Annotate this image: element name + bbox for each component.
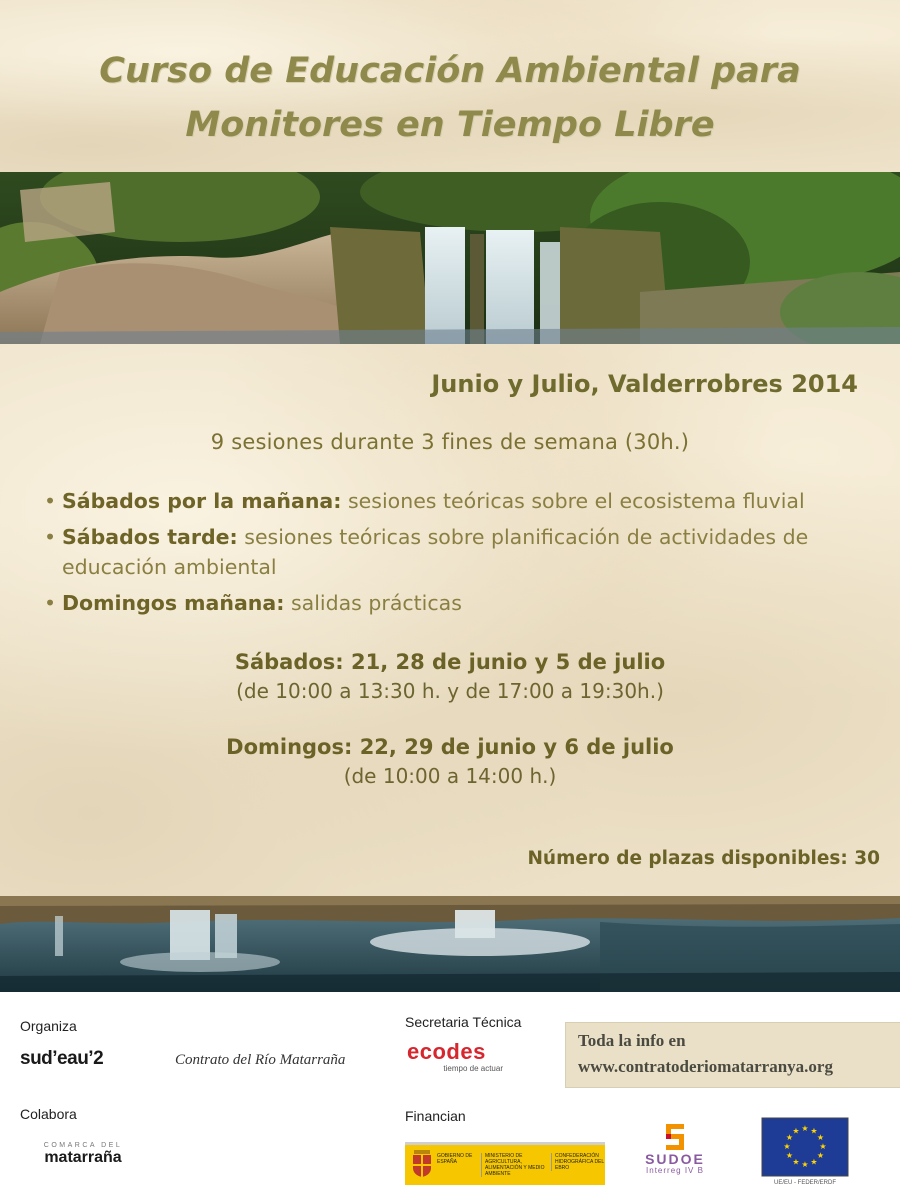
- page-title: [0, 44, 900, 152]
- sudoe-s-icon: [662, 1122, 688, 1152]
- sessions-summary: 9 sesiones durante 3 fines de semana (30h.): [210, 430, 690, 454]
- financian-label: Financian: [405, 1108, 466, 1124]
- bullet-icon: •: [44, 489, 57, 513]
- list-item: [44, 522, 864, 582]
- date-location-heading: Junio y Julio, Valderrobres 2014: [431, 370, 858, 398]
- saturday-dates: Sábados: 21, 28 de junio y 5 de julio: [234, 650, 666, 674]
- course-info-panel: [0, 344, 900, 896]
- svg-text:★: ★: [801, 1160, 809, 1169]
- title-line-1: Curso de Educación Ambiental para: [99, 51, 801, 91]
- eu-flag-logo: [760, 1116, 850, 1190]
- bullet-icon: •: [44, 591, 57, 615]
- saturday-hours: (de 10:00 a 13:30 h. y de 17:00 a 19:30h.): [236, 679, 664, 703]
- eu-flag-icon: [760, 1116, 850, 1178]
- available-places: Número de plazas disponibles: 30: [527, 848, 880, 869]
- list-item: [44, 486, 864, 516]
- bullet-label: Sábados tarde:: [62, 525, 238, 549]
- sudoe-subtitle: Interreg IV B: [646, 1166, 704, 1175]
- info-label: Toda la info en: [578, 1031, 686, 1050]
- bullet-icon: •: [44, 525, 57, 549]
- coat-of-arms-icon: [411, 1150, 433, 1178]
- river-pool-photo: [0, 896, 900, 992]
- sunday-schedule: [0, 732, 900, 790]
- waterfall-photo: [0, 172, 900, 344]
- sunday-dates: Domingos: 22, 29 de junio y 6 de julio: [226, 735, 674, 759]
- sunday-hours: (de 10:00 a 14:00 h.): [343, 764, 557, 788]
- bullet-label: Domingos mañana:: [62, 591, 285, 615]
- ecodes-logo: [407, 1040, 503, 1073]
- title-banner: [0, 0, 900, 172]
- sponsors-footer: [0, 992, 900, 1200]
- secretaria-label: Secretaria Técnica: [405, 1014, 522, 1030]
- info-box: [565, 1022, 900, 1088]
- title-line-2: Monitores en Tiempo Libre: [185, 105, 715, 145]
- eu-caption: UE/EU - FEDER/ERDF: [773, 1180, 836, 1186]
- organiza-label: Organiza: [20, 1018, 77, 1034]
- svg-text:★: ★: [810, 1157, 818, 1167]
- gobierno-text: GOBIERNO DE ESPAÑA: [437, 1153, 473, 1165]
- svg-text:★: ★: [816, 1151, 825, 1160]
- bullet-text: sesiones teóricas sobre planificación de actividades de educación ambiental: [62, 525, 809, 579]
- website-link[interactable]: www.contratoderiomatarranya.org: [578, 1057, 833, 1076]
- ecodes-tagline: tiempo de actuar: [443, 1064, 503, 1073]
- sudoe-name: SUDOE: [645, 1151, 705, 1167]
- svg-text:★: ★: [783, 1142, 791, 1151]
- svg-text:★: ★: [792, 1126, 800, 1136]
- svg-text:★: ★: [816, 1133, 825, 1142]
- svg-text:★: ★: [792, 1157, 800, 1167]
- svg-text:★: ★: [810, 1126, 818, 1136]
- ecodes-name: ecodes: [407, 1039, 486, 1064]
- svg-text:★: ★: [801, 1124, 809, 1133]
- sudeau-logo: sud’eau’2: [20, 1048, 104, 1069]
- comarca-label: COMARCA DEL: [43, 1142, 123, 1149]
- contrato-rio-logo: Contrato del Río Matarraña: [175, 1052, 346, 1068]
- svg-text:★: ★: [819, 1142, 827, 1151]
- comarca-name: matarraña: [44, 1149, 122, 1166]
- list-item: [44, 588, 864, 618]
- sudoe-logo: [625, 1122, 725, 1182]
- bullet-label: Sábados por la mañana:: [62, 489, 342, 513]
- waterfall-image: [0, 172, 900, 344]
- svg-text:★: ★: [785, 1151, 794, 1160]
- bullet-text: salidas prácticas: [290, 591, 462, 615]
- river-pool-image: [0, 896, 900, 992]
- svg-text:★: ★: [785, 1133, 794, 1142]
- confederacion-text: CONFEDERACIÓN HIDROGRÁFICA DEL EBRO: [551, 1153, 605, 1171]
- bullet-text: sesiones teóricas sobre el ecosistema fluvial: [347, 489, 805, 513]
- comarca-matarrana-logo: [28, 1142, 138, 1167]
- ministerio-text: MINISTERIO DE AGRICULTURA, ALIMENTACIÓN Y MEDIO AMBIENTE: [481, 1153, 549, 1177]
- session-list: [44, 486, 864, 624]
- saturday-schedule: [0, 647, 900, 705]
- gobierno-espana-logo: [405, 1142, 605, 1185]
- colabora-label: Colabora: [20, 1106, 77, 1122]
